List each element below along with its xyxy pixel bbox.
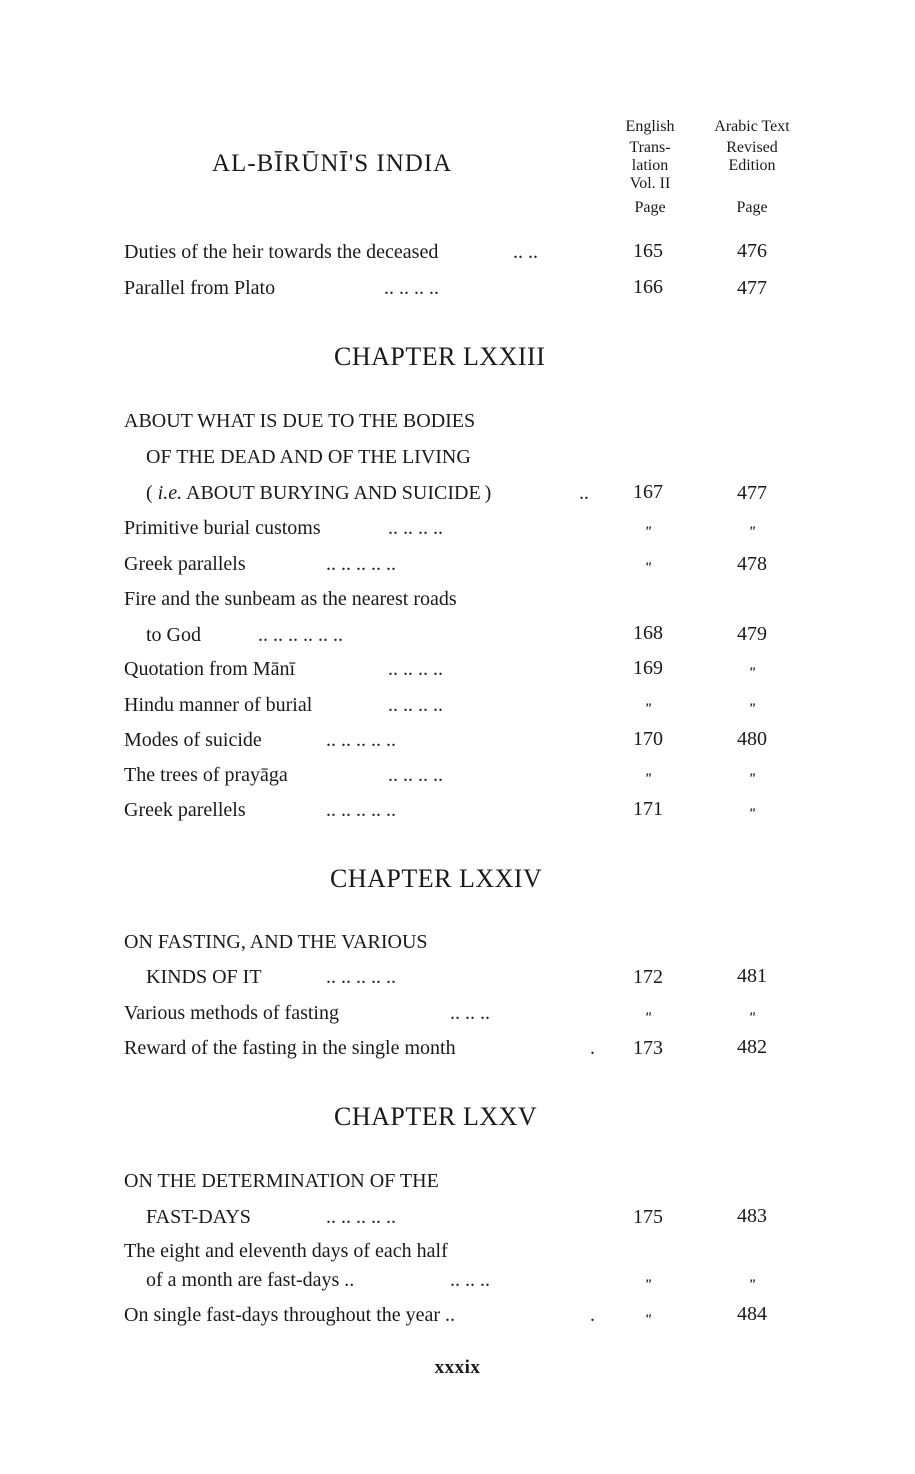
translation-page: 175 bbox=[633, 1206, 663, 1228]
translation-page: 170 bbox=[633, 728, 663, 750]
ditto-mark: " bbox=[643, 560, 653, 576]
chapter-title-line: OF THE DEAD AND OF THE LIVING bbox=[146, 446, 471, 468]
toc-entry-text: The eight and eleventh days of each half bbox=[124, 1240, 448, 1262]
leader-dots: . bbox=[590, 1304, 595, 1326]
toc-entry-text: Fire and the sunbeam as the nearest roads bbox=[124, 588, 457, 610]
column-header-english bbox=[615, 118, 685, 217]
ditto-mark: " bbox=[747, 1277, 757, 1293]
chapter-heading: CHAPTER LXXIII bbox=[334, 342, 546, 371]
leader-dots: .. .. .. .. .. bbox=[326, 966, 396, 988]
ditto-mark: " bbox=[747, 1010, 757, 1026]
leader-dots: .. bbox=[579, 482, 589, 504]
toc-entry-text: Various methods of fasting bbox=[124, 1002, 339, 1024]
toc-entry-text: Modes of suicide bbox=[124, 729, 262, 751]
page-number: xxxix bbox=[434, 1357, 481, 1378]
toc-entry-text: Hindu manner of burial bbox=[124, 694, 313, 716]
arabic-page: 479 bbox=[737, 623, 767, 645]
ie-abbreviation: i.e. bbox=[157, 482, 183, 504]
ditto-mark: " bbox=[643, 524, 653, 540]
leader-dots: .. .. .. .. bbox=[388, 764, 443, 786]
arabic-page: 482 bbox=[737, 1036, 767, 1058]
chapter-title-rest: ABOUT BURYING AND SUICIDE bbox=[186, 482, 481, 504]
leader-dots: .. .. .. .. bbox=[388, 517, 443, 539]
leader-dots: .. .. .. .. .. bbox=[326, 1206, 396, 1228]
ditto-mark: " bbox=[643, 701, 653, 717]
toc-entry-text: Reward of the fasting in the single month bbox=[124, 1037, 456, 1059]
chapter-heading: CHAPTER LXXV bbox=[334, 1102, 538, 1131]
translation-page: 169 bbox=[633, 657, 663, 679]
chapter-title-line: KINDS OF IT bbox=[146, 966, 262, 988]
leader-dots: .. .. bbox=[513, 241, 538, 263]
translation-page: 168 bbox=[633, 622, 663, 644]
ditto-mark: " bbox=[643, 1010, 653, 1026]
translation-page: 172 bbox=[633, 966, 663, 988]
translation-page: 167 bbox=[633, 481, 663, 503]
chapter-heading: CHAPTER LXXIV bbox=[330, 864, 543, 893]
toc-entry-text: to God bbox=[146, 624, 201, 646]
translation-page: 173 bbox=[633, 1037, 663, 1059]
column-header-arabic bbox=[697, 118, 807, 217]
leader-dots: . bbox=[590, 1037, 595, 1059]
toc-entry-text: The trees of prayāga bbox=[124, 764, 288, 786]
arabic-page: 478 bbox=[737, 553, 767, 575]
arabic-page: 477 bbox=[737, 277, 767, 299]
ditto-mark: " bbox=[747, 665, 757, 681]
column-header-arabic-line1: Arabic Text bbox=[714, 118, 790, 135]
arabic-page: 484 bbox=[737, 1303, 767, 1325]
leader-dots: .. .. .. .. bbox=[384, 277, 439, 299]
open-paren: ( bbox=[146, 482, 153, 504]
ditto-mark: " bbox=[747, 806, 757, 822]
column-header-arabic-line2: Revised bbox=[726, 139, 778, 156]
arabic-page: 483 bbox=[737, 1205, 767, 1227]
ditto-mark: " bbox=[747, 771, 757, 787]
toc-entry-text: Parallel from Plato bbox=[124, 277, 276, 299]
chapter-title-line: FAST-DAYS bbox=[146, 1206, 251, 1228]
translation-page: 171 bbox=[633, 798, 663, 820]
column-header-arabic-line4: Page bbox=[736, 199, 768, 216]
toc-entry-text: Greek parallels bbox=[124, 553, 246, 575]
leader-dots: .. .. .. .. .. bbox=[326, 729, 396, 751]
column-header-english-line1: English bbox=[625, 118, 675, 135]
column-header-english-line3: lation bbox=[631, 157, 669, 174]
toc-entry-text: of a month are fast-days .. bbox=[146, 1269, 355, 1291]
arabic-page: 477 bbox=[737, 482, 767, 504]
toc-entry-text: Duties of the heir towards the deceased bbox=[124, 241, 439, 263]
leader-dots: .. .. .. bbox=[450, 1002, 490, 1024]
running-title: AL-BĪRŪNĪ'S INDIA bbox=[212, 150, 453, 177]
leader-dots: .. .. .. .. bbox=[388, 658, 443, 680]
ditto-mark: " bbox=[643, 1277, 653, 1293]
column-header-english-line2: Trans- bbox=[629, 139, 671, 156]
chapter-title-line bbox=[146, 482, 491, 505]
chapter-title-line: ON THE DETERMINATION OF THE bbox=[124, 1170, 439, 1192]
leader-dots: .. .. .. .. .. .. bbox=[258, 624, 343, 646]
column-header-english-line5: Page bbox=[634, 199, 666, 216]
leader-dots: .. .. .. .. .. bbox=[326, 799, 396, 821]
ditto-mark: " bbox=[643, 771, 653, 787]
leader-dots: .. .. .. .. .. bbox=[326, 553, 396, 575]
close-paren: ) bbox=[484, 482, 492, 504]
arabic-page: 481 bbox=[737, 965, 767, 987]
toc-entry-text: Primitive burial customs bbox=[124, 517, 321, 539]
toc-entry-text: Quotation from Mānī bbox=[124, 658, 296, 680]
leader-dots: .. .. .. bbox=[450, 1269, 490, 1291]
column-header-arabic-line3: Edition bbox=[728, 157, 776, 174]
chapter-title-line: ABOUT WHAT IS DUE TO THE BODIES bbox=[124, 410, 476, 432]
chapter-title-line: ON FASTING, AND THE VARIOUS bbox=[124, 931, 428, 953]
ditto-mark: " bbox=[747, 701, 757, 717]
translation-page: 166 bbox=[633, 276, 663, 298]
toc-entry-text: Greek parellels bbox=[124, 799, 246, 821]
column-header-english-line4: Vol. II bbox=[629, 175, 671, 192]
arabic-page: 476 bbox=[737, 240, 767, 262]
ditto-mark: " bbox=[643, 1312, 653, 1328]
toc-entry-text: On single fast-days throughout the year .. bbox=[124, 1304, 456, 1326]
leader-dots: .. .. .. .. bbox=[388, 694, 443, 716]
translation-page: 165 bbox=[633, 240, 663, 262]
arabic-page: 480 bbox=[737, 728, 767, 750]
ditto-mark: " bbox=[747, 524, 757, 540]
